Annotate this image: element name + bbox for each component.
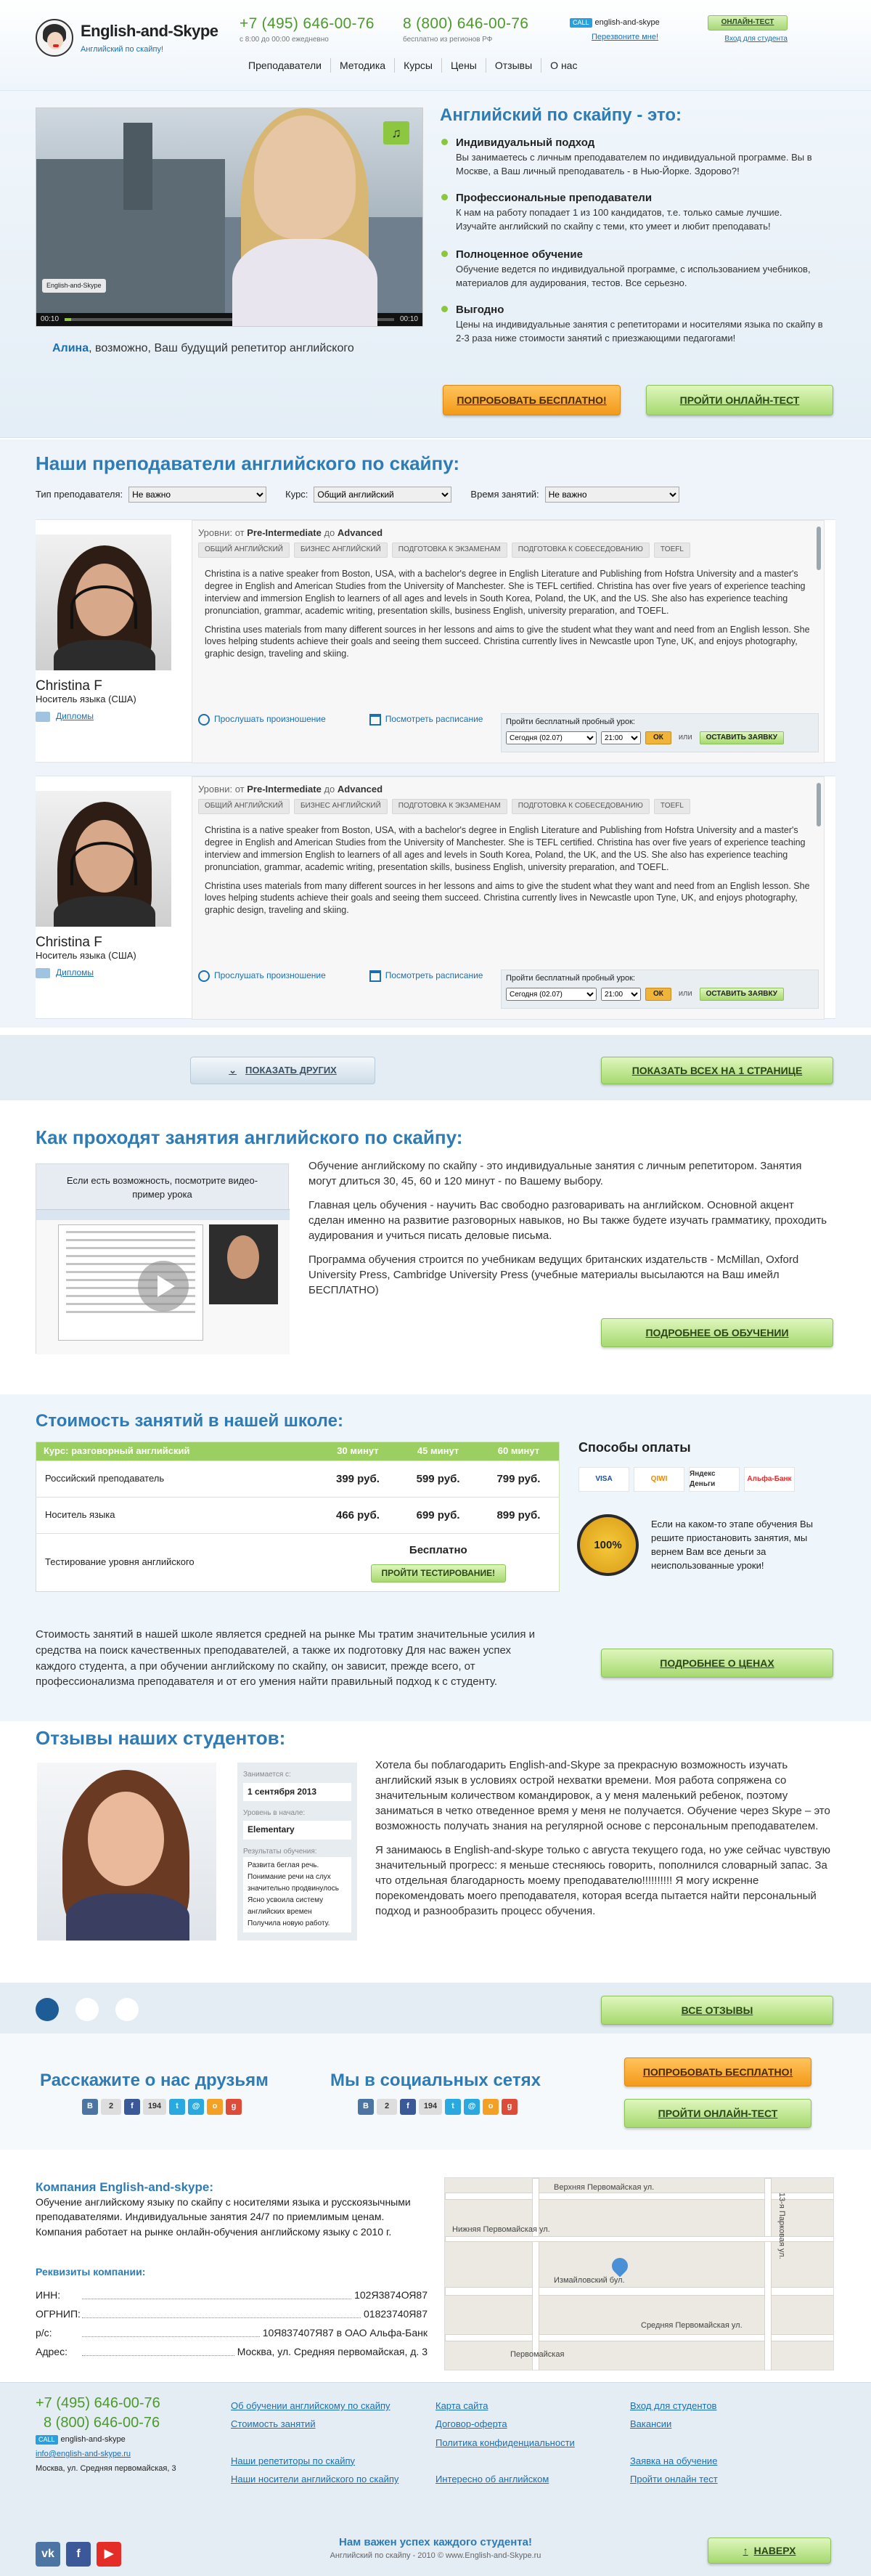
payment-methods <box>578 1467 799 1492</box>
price-cell: 599 руб. <box>398 1461 478 1498</box>
show-all-button[interactable]: ПОКАЗАТЬ ВСЕХ НА 1 СТРАНИЦЕ <box>601 1057 833 1084</box>
trial-ok-button[interactable]: ОК <box>645 988 671 1001</box>
online-test-button-2[interactable]: ПРОЙТИ ОНЛАЙН-ТЕСТ <box>624 2099 811 2128</box>
phone-number-2[interactable]: 8 (800) 646-00-76 <box>403 15 529 32</box>
footer-skype-name: english-and-skype <box>60 2435 126 2444</box>
how-text <box>308 1158 831 1307</box>
requisite-value: 10Я837407Я87 в ОАО Альфа-Банк <box>262 2327 428 2339</box>
footer-phone-2[interactable]: 8 (800) 646-00-76 <box>44 2415 160 2431</box>
tag: TOEFL <box>654 543 690 558</box>
footer-phone-1[interactable]: +7 (495) 646-00-76 <box>36 2395 160 2411</box>
feature-1-text: Вы занимаетесь с личным преподавателем по индивидуальной программе. Вы в Москве, а Ваш личный преподаватель - в Нью-Йорке. Здорово?! <box>456 151 812 176</box>
calendar-icon <box>369 970 381 982</box>
phone-number-1[interactable]: +7 (495) 646-00-76 <box>240 15 375 32</box>
odnoklassniki-icon[interactable]: o <box>207 2099 223 2115</box>
feature-1 <box>440 135 825 178</box>
level-mid: до <box>324 784 335 795</box>
main-nav <box>240 58 586 73</box>
level-mid: до <box>324 527 335 538</box>
footer-link[interactable]: Договор-оферта <box>436 2418 507 2430</box>
facebook-icon[interactable]: f <box>400 2099 416 2115</box>
teacher-bio <box>205 824 811 923</box>
teacher-photo[interactable] <box>36 535 171 670</box>
result-item: английских времен <box>248 1908 312 1917</box>
footer-address: Москва, ул. Средняя первомайская, 3 <box>36 2464 176 2473</box>
vk-count: 2 <box>377 2099 397 2115</box>
yandex-money-icon: Яндекс Деньги <box>689 1467 740 1492</box>
diplomas-link[interactable]: Дипломы <box>56 711 94 721</box>
tag: ПОДГОТОВКА К СОБЕСЕДОВАНИЮ <box>512 799 650 814</box>
video-example[interactable] <box>36 1163 289 1354</box>
lesson-screenshot <box>36 1209 290 1354</box>
level-to: Advanced <box>337 784 383 795</box>
payment-title: Способы оплаты <box>578 1440 691 1455</box>
facebook-icon[interactable]: f <box>66 2542 91 2567</box>
schedule-link[interactable] <box>369 970 505 982</box>
footer-link[interactable]: Вакансии <box>630 2418 672 2430</box>
schedule-label: Посмотреть расписание <box>385 970 483 980</box>
play-icon[interactable] <box>138 1261 189 1312</box>
filter-course-label: Курс: <box>285 488 308 500</box>
price-head-60: 60 минут <box>478 1442 560 1461</box>
footer-link[interactable]: Наши репетиторы по скайпу <box>231 2455 356 2466</box>
facebook-count: 194 <box>419 2099 442 2115</box>
level-value: Elementary <box>243 1821 351 1839</box>
more-about-learning-button[interactable]: ПОДРОБНЕЕ ОБ ОБУЧЕНИИ <box>601 1318 833 1347</box>
teacher-language: Носитель языка (США) <box>36 950 136 961</box>
phone-moscow <box>240 13 375 46</box>
requisite-row <box>36 2307 428 2321</box>
table-row <box>36 1461 560 1498</box>
feature-3-text: Обучение ведется по индивидуальной программе, с использованием учебников, материалов для аудирования, тестов. Все серьезно. <box>456 263 811 288</box>
odnoklassniki-icon[interactable]: o <box>483 2099 499 2115</box>
teacher-info <box>192 776 825 1020</box>
requisite-key: ИНН: <box>36 2289 61 2301</box>
nav-prices[interactable]: Цены <box>442 58 486 73</box>
price-cell: 899 руб. <box>478 1498 560 1534</box>
try-free-button[interactable]: ПОПРОБОВАТЬ БЕСПЛАТНО! <box>443 385 621 415</box>
level-prefix: Уровни: от <box>198 784 245 795</box>
price-cell: 466 руб. <box>318 1498 398 1534</box>
trial-date-select[interactable] <box>506 731 597 744</box>
feature-4-text: Цены на индивидуальные занятия с репетиторами и носителями языка по скайпу в 2-3 раза ниже стоимости занятий с приезжающими педагогами! <box>456 318 823 344</box>
footer-link[interactable]: Об обучении английскому по скайпу <box>231 2400 390 2411</box>
pager-dot[interactable] <box>75 1998 99 2021</box>
show-more-button[interactable] <box>190 1057 375 1084</box>
filter-time-label: Время занятий: <box>470 488 539 500</box>
level-prefix: Уровни: от <box>198 527 245 538</box>
location-map[interactable] <box>444 2177 834 2370</box>
schedule-label: Посмотреть расписание <box>385 714 483 724</box>
listen-link[interactable] <box>198 970 348 982</box>
vk-icon[interactable]: vk <box>36 2542 60 2567</box>
arrow-up-icon: ↑ <box>743 2544 748 2556</box>
nav-courses[interactable]: Курсы <box>395 58 442 73</box>
requisite-key: р/с: <box>36 2327 52 2339</box>
phone-note-2: бесплатно из регионов РФ <box>403 36 493 44</box>
reviews-title: Отзывы наших студентов: <box>36 1727 286 1749</box>
feature-2 <box>440 190 825 233</box>
online-test-big-button[interactable]: ПРОЙТИ ОНЛАЙН-ТЕСТ <box>646 385 833 415</box>
tag: ОБЩИЙ АНГЛИЙСКИЙ <box>198 543 290 558</box>
map-pin-icon[interactable] <box>608 2254 631 2277</box>
video-example-text: Если есть возможность, посмотрите видео-пример урока <box>66 1175 258 1200</box>
table-row <box>36 1498 560 1534</box>
diploma-icon <box>36 712 50 722</box>
teacher-name: Christina F <box>36 935 102 950</box>
play-icon <box>198 714 210 726</box>
since-label: Занимается с: <box>243 1771 291 1779</box>
facebook-icon[interactable]: f <box>124 2099 140 2115</box>
guarantee-text: Если на каком-то этапе обучения Вы решите приостановить занятия, мы вернем Вам все деньги за неиспользованные уроки! <box>651 1519 813 1571</box>
youtube-icon[interactable]: ▶ <box>97 2542 121 2567</box>
nav-about[interactable]: О нас <box>550 60 578 71</box>
review-text <box>375 1758 833 1927</box>
nav-teachers[interactable]: Преподаватели <box>240 58 331 73</box>
bio-scrollbar[interactable] <box>817 783 821 826</box>
tag: ПОДГОТОВКА К СОБЕСЕДОВАНИЮ <box>512 543 650 558</box>
bio-paragraph: Christina is a native speaker from Boston, USA, with a bachelor's degree in English Literature and Publishing from Hofstra University and a master's degree in English and American Studies from the University of Manchester. She is TEFL certified. Christina has over five years of experience teaching interview and immersion English to learners of all ages and levels in South Korea, Poland, the UK, and the US. She also has experience teaching pronunciation, grammar, academic writing, presentation skills, business English, university preparation, and TOEFL. <box>205 569 806 616</box>
logo-face-icon <box>36 19 73 57</box>
social-buttons <box>358 2099 520 2115</box>
level-from: Pre-Intermediate <box>247 527 322 538</box>
phone-free <box>403 13 528 46</box>
teachers-title: Наши преподаватели английского по скайпу: <box>36 452 460 474</box>
price-cell: 799 руб. <box>478 1461 560 1498</box>
skype-name: english-and-skype <box>594 18 660 27</box>
logo[interactable] <box>36 19 218 57</box>
or-label: или <box>678 989 692 999</box>
teacher-photo[interactable] <box>36 791 171 927</box>
student-login-link[interactable]: Вход для студента <box>724 34 788 43</box>
nav-reviews[interactable]: Отзывы <box>486 58 541 73</box>
bio-paragraph: Christina uses materials from many different sources in her lessons and aims to give the student what they want and need from an English lesson. She loves helping students achieve their goals and seeing them succeed. Christina currently lives in Newcastle upon Tyne, UK, and enjoys photography, graphic design, traveling and skiing. <box>205 880 810 916</box>
skype-icon[interactable]: CALL <box>36 2435 58 2445</box>
student-photo <box>37 1763 216 1941</box>
requisite-key: ОГРНИП: <box>36 2308 81 2320</box>
google-plus-icon[interactable]: g <box>502 2099 518 2115</box>
price-head-course: Курс: разговорный английский <box>36 1442 318 1461</box>
course-tags <box>198 543 695 558</box>
how-title: Как проходят занятия английского по скайпу: <box>36 1126 463 1148</box>
filter-time-select[interactable] <box>545 487 679 503</box>
caption-text: , возможно, Ваш будущий репетитор английского <box>89 342 354 354</box>
course-tags <box>198 799 695 814</box>
video-player[interactable] <box>36 107 423 327</box>
teacher-name: Christina F <box>36 678 102 694</box>
footer-link[interactable]: Интересно об английском <box>436 2474 549 2485</box>
table-row <box>36 1534 560 1592</box>
tag: ПОДГОТОВКА К ЭКЗАМЕНАМ <box>392 543 507 558</box>
teacher-card <box>36 776 835 1019</box>
footer-email[interactable]: info@english-and-skype.ru <box>36 2450 131 2458</box>
skype-icon[interactable]: CALL <box>570 18 592 28</box>
footer-link[interactable]: Карта сайта <box>436 2400 488 2411</box>
tag: ПОДГОТОВКА К ЭКЗАМЕНАМ <box>392 799 507 814</box>
company-title: Компания English-and-skype: <box>36 2180 213 2194</box>
trial-date-select[interactable] <box>506 988 597 1001</box>
map-label: Первомайская <box>510 2350 565 2359</box>
feature-1-title: Индивидуальный подход <box>440 135 825 151</box>
bio-paragraph: Christina is a native speaker from Boston, USA, with a bachelor's degree in English Literature and Publishing from Hofstra University and a master's degree in English and American Studies from the University of Manchester. She is TEFL certified. Christina has over five years of experience teaching interview and immersion English to learners of all ages and levels in South Korea, Poland, the UK, and the US. She also has experience teaching pronunciation, grammar, academic writing, presentation skills, business English, university preparation, and TOEFL. <box>205 825 806 872</box>
teacher-filters <box>36 487 698 503</box>
filter-type-select[interactable] <box>128 487 266 503</box>
results-list <box>243 1857 351 1933</box>
teacher-face <box>254 115 356 239</box>
facebook-count: 194 <box>143 2099 166 2115</box>
requisite-row <box>36 2344 428 2359</box>
footer-skype <box>36 2434 126 2446</box>
level-label: Уровень в начале: <box>243 1808 306 1817</box>
map-label: Измайловский бул. <box>554 2276 625 2285</box>
result-item: Ясно усвоила систему <box>248 1896 324 1905</box>
vk-count: 2 <box>101 2099 121 2115</box>
footer-spacer <box>630 2434 718 2452</box>
nav-method[interactable]: Методика <box>331 58 395 73</box>
video-logo: English-and-Skype <box>42 279 106 293</box>
more-about-prices-button[interactable]: ПОДРОБНЕЕ О ЦЕНАХ <box>601 1649 833 1678</box>
alfa-bank-icon: Альфа-Банк <box>744 1467 795 1492</box>
callback-link[interactable]: Перезвоните мне! <box>592 32 659 41</box>
footer-link[interactable]: Вход для студентов <box>630 2400 717 2411</box>
trial-time-select[interactable] <box>601 988 641 1001</box>
price-cell: 699 руб. <box>398 1498 478 1534</box>
listen-link[interactable] <box>198 713 348 726</box>
leave-request-button[interactable]: ОСТАВИТЬ ЗАЯВКУ <box>700 731 784 745</box>
requisite-value: 102Я3874ОЯ87 <box>354 2289 428 2301</box>
pager-dot-active[interactable] <box>36 1998 59 2021</box>
how-paragraph-1: Обучение английскому по скайпу - это индивидуальные занятия с личным репетитором. Занятия могут длиться 30, 45, 60 и 120 минут - по Вашему выбору. <box>308 1160 802 1187</box>
diploma-icon <box>36 968 50 978</box>
result-item: Получила новую работу. <box>248 1919 330 1928</box>
or-label: или <box>678 733 692 742</box>
map-label: 13-я Парковая ул. <box>777 2193 786 2259</box>
qiwi-icon: QIWI <box>634 1467 684 1492</box>
footer-col-2 <box>436 2397 575 2488</box>
requisite-value: Москва, ул. Средняя первомайская, д. 3 <box>237 2346 428 2357</box>
map-label: Нижняя Первомайская ул. <box>452 2225 550 2234</box>
schedule-link[interactable] <box>369 713 505 726</box>
level-from: Pre-Intermediate <box>247 784 322 795</box>
trial-lesson-box <box>501 970 819 1009</box>
bio-scrollbar[interactable] <box>817 527 821 570</box>
trial-ok-button[interactable]: ОК <box>645 731 671 745</box>
test-value: Бесплатно <box>409 1543 467 1556</box>
try-free-button-2[interactable]: ПОПРОБОВАТЬ БЕСПЛАТНО! <box>624 2057 811 2087</box>
map-label: Средняя Первомайская ул. <box>641 2321 743 2330</box>
price-cell: Носитель языка <box>36 1498 318 1534</box>
mail-icon[interactable]: @ <box>188 2099 204 2115</box>
how-paragraph-3: Программа обучения строится по учебникам ведущих британских издательств - McMillan, Oxford University Press, Cambridge University Press (учебные материалы высылаются на Ваш имейл БЕСПЛАТНО) <box>308 1254 799 1296</box>
footer-link[interactable]: Политика конфиденциальности <box>436 2437 575 2448</box>
teacher-info <box>192 520 825 763</box>
video-time-left: 00:10 <box>41 314 60 323</box>
skype-block <box>570 17 660 44</box>
logo-title: English-and-Skype <box>81 22 218 41</box>
feature-3-title: Полноценное обучение <box>440 247 825 263</box>
video-time-right: 00:10 <box>399 314 418 323</box>
phone-note-1: с 8:00 до 00:00 ежедневно <box>240 36 329 44</box>
test-label: Тестирование уровня английского <box>36 1534 318 1592</box>
tag: TOEFL <box>654 799 690 814</box>
price-table <box>36 1442 560 1592</box>
student-meta <box>237 1763 357 1941</box>
filter-course-select[interactable] <box>314 487 451 503</box>
requisite-row <box>36 2288 428 2302</box>
diplomas-link[interactable]: Дипломы <box>56 967 94 978</box>
footer-spacer <box>231 2434 398 2452</box>
tag: БИЗНЕС АНГЛИЙСКИЙ <box>294 543 388 558</box>
since-value: 1 сентября 2013 <box>243 1783 351 1801</box>
google-plus-icon[interactable]: g <box>226 2099 242 2115</box>
filter-type-label: Тип преподавателя: <box>36 488 123 500</box>
price-text: Стоимость занятий в нашей школе является средней на рынке Мы тратим значительные усилия и средства на поиск качественных преподавателей, а также их подготовку Для нас важен успех каждого студента, а при обучении английскому по скайпу, он зависит, прежде всего, от профессионализма преподавателя и от его умения найти правильный подход к с студенту. <box>36 1628 536 1689</box>
visa-icon: VISA <box>578 1467 629 1492</box>
take-test-button[interactable]: ПРОЙТИ ТЕСТИРОВАНИЕ! <box>371 1564 507 1582</box>
logo-subtitle: Английский по скайпу! <box>81 44 164 54</box>
footer-link[interactable]: Стоимость занятий <box>231 2418 316 2430</box>
map-label: Верхняя Первомайская ул. <box>554 2183 655 2192</box>
share-buttons <box>82 2099 245 2115</box>
share-friends-title: Расскажите о нас друзьям <box>40 2071 269 2090</box>
level-to: Advanced <box>337 527 383 538</box>
feature-3 <box>440 247 825 290</box>
pager-dot[interactable] <box>115 1998 139 2021</box>
footer-col-1 <box>231 2397 398 2488</box>
trial-label: Пройти бесплатный пробный урок: <box>506 718 635 726</box>
price-head-30: 30 минут <box>318 1442 398 1461</box>
teacher-card <box>36 519 835 763</box>
play-icon <box>198 970 210 982</box>
caption-name[interactable]: Алина <box>52 342 89 354</box>
review-paragraph: Я занимаюсь в English-and-skype только с августа текущего года, но уже сейчас чувствую значительный прогресс: я меньше стесняюсь говорить, пополнился словарный запас. За что отдельная благодарность моему преподавателю!!!!!!!!!! Я могу искренне порекомендовать моего преподавателя, которая всегда пытается найти персональный подход и разнообразить процесс обучения. <box>375 1844 830 1917</box>
footer-col-3 <box>630 2397 718 2488</box>
requisite-row <box>36 2325 428 2340</box>
calendar-icon <box>369 714 381 726</box>
teacher-bio <box>205 568 811 667</box>
teacher-levels <box>198 527 383 540</box>
requisites-title: Реквизиты компании: <box>36 2266 146 2278</box>
review-paragraph: Хотела бы поблагодарить English-and-Skype за прекрасную возможность изучать английский язык в условиях острой нехватки времени. Моя работа сопряжена со значительным количеством командировок, а у меня маленький ребенок, поэтому заниматься в четко отведенное время у меня не получается. Обучение через Skype – это возможность получать знания на регулярной основе с персональным преподавателем. <box>375 1759 830 1832</box>
footer-link[interactable]: Наши носители английского по скайпу <box>231 2474 399 2485</box>
back-to-top-button[interactable] <box>708 2538 831 2564</box>
listen-label: Прослушать произношение <box>214 970 326 980</box>
trial-label: Пройти бесплатный пробный урок: <box>506 974 635 983</box>
results-label: Результаты обучения: <box>243 1847 317 1856</box>
tag: БИЗНЕС АНГЛИЙСКИЙ <box>294 799 388 814</box>
feature-4 <box>440 302 825 345</box>
vk-icon[interactable]: В <box>82 2099 98 2115</box>
price-head-45: 45 минут <box>398 1442 478 1461</box>
sound-icon[interactable]: ♫ <box>383 121 409 145</box>
result-item: Развита беглая речь. <box>248 1861 319 1870</box>
back-to-top-label: НАВЕРХ <box>753 2544 796 2556</box>
listen-label: Прослушать произношение <box>214 714 326 724</box>
feature-2-title: Профессиональные преподаватели <box>440 190 825 206</box>
hero-title: Английский по скайпу - это: <box>440 105 682 125</box>
bio-paragraph: Christina uses materials from many different sources in her lessons and aims to give the student what they want and need from an English lesson. She loves helping students achieve their goals and seeing them succeed. Christina currently lives in Newcastle upon Tyne, UK, and enjoys photography, graphic design, traveling and skiing. <box>205 624 810 659</box>
how-paragraph-2: Главная цель обучения - научить Вас свободно разговаривать на английском. Основной акцент сделан именно на развитие разговорных навыков, но Вы также будете изучать грамматику, проходить аудирования и учиться писать деловые письма. <box>308 1199 827 1242</box>
footer-slogan: Нам важен успех каждого студента! <box>338 2536 533 2548</box>
footer-spacer <box>436 2452 575 2470</box>
company-description: Обучение английскому языку по скайпу с носителями языка и русскоязычными преподавателями. Индивидуальные занятия 24/7 по приемлимым ценам. Компания работает на рынке онлайн-обучения английскому языку с 2010 г. <box>36 2196 411 2238</box>
footer-copyright: Английский по скайпу - 2010 © www.English-and-Skype.ru <box>330 2551 541 2560</box>
leave-request-button[interactable]: ОСТАВИТЬ ЗАЯВКУ <box>700 988 784 1001</box>
price-cell: 399 руб. <box>318 1461 398 1498</box>
twitter-icon[interactable]: t <box>445 2099 461 2115</box>
price-cell: Российский преподаватель <box>36 1461 318 1498</box>
social-title: Мы в социальных сетях <box>330 2071 541 2090</box>
footer-link[interactable]: Заявка на обучение <box>630 2455 718 2466</box>
site-header <box>0 0 871 91</box>
result-item: Понимание речи на слух <box>248 1873 331 1882</box>
chevron-down-icon: ⌄ <box>229 1064 237 1076</box>
feature-4-title: Выгодно <box>440 302 825 318</box>
requisite-key: Адрес: <box>36 2346 68 2357</box>
vk-icon[interactable]: В <box>358 2099 374 2115</box>
trial-lesson-box <box>501 713 819 752</box>
footer-link[interactable]: Пройти онлайн тест <box>630 2474 718 2485</box>
all-reviews-button[interactable]: ВСЕ ОТЗЫВЫ <box>601 1996 833 2025</box>
video-caption <box>52 340 354 357</box>
teacher-levels <box>198 783 383 797</box>
result-item: значительно продвинулось <box>248 1885 339 1893</box>
requisite-value: 01823740Я87 <box>364 2308 428 2320</box>
mail-icon[interactable]: @ <box>464 2099 480 2115</box>
teacher-language: Носитель языка (США) <box>36 694 136 704</box>
online-test-button[interactable]: ОНЛАЙН-ТЕСТ <box>708 15 788 31</box>
twitter-icon[interactable]: t <box>169 2099 185 2115</box>
feature-2-text: К нам на работу попадает 1 из 100 кандидатов, т.е. только самые лучшие. Изучайте английский по скайпу с теми, кто умеет и любит преподавать! <box>456 206 782 232</box>
trial-time-select[interactable] <box>601 731 641 744</box>
money-back-seal-icon: 100% <box>577 1514 639 1576</box>
tag: ОБЩИЙ АНГЛИЙСКИЙ <box>198 799 290 814</box>
price-title: Стоимость занятий в нашей школе: <box>36 1411 343 1431</box>
show-more-label: ПОКАЗАТЬ ДРУГИХ <box>245 1064 337 1076</box>
